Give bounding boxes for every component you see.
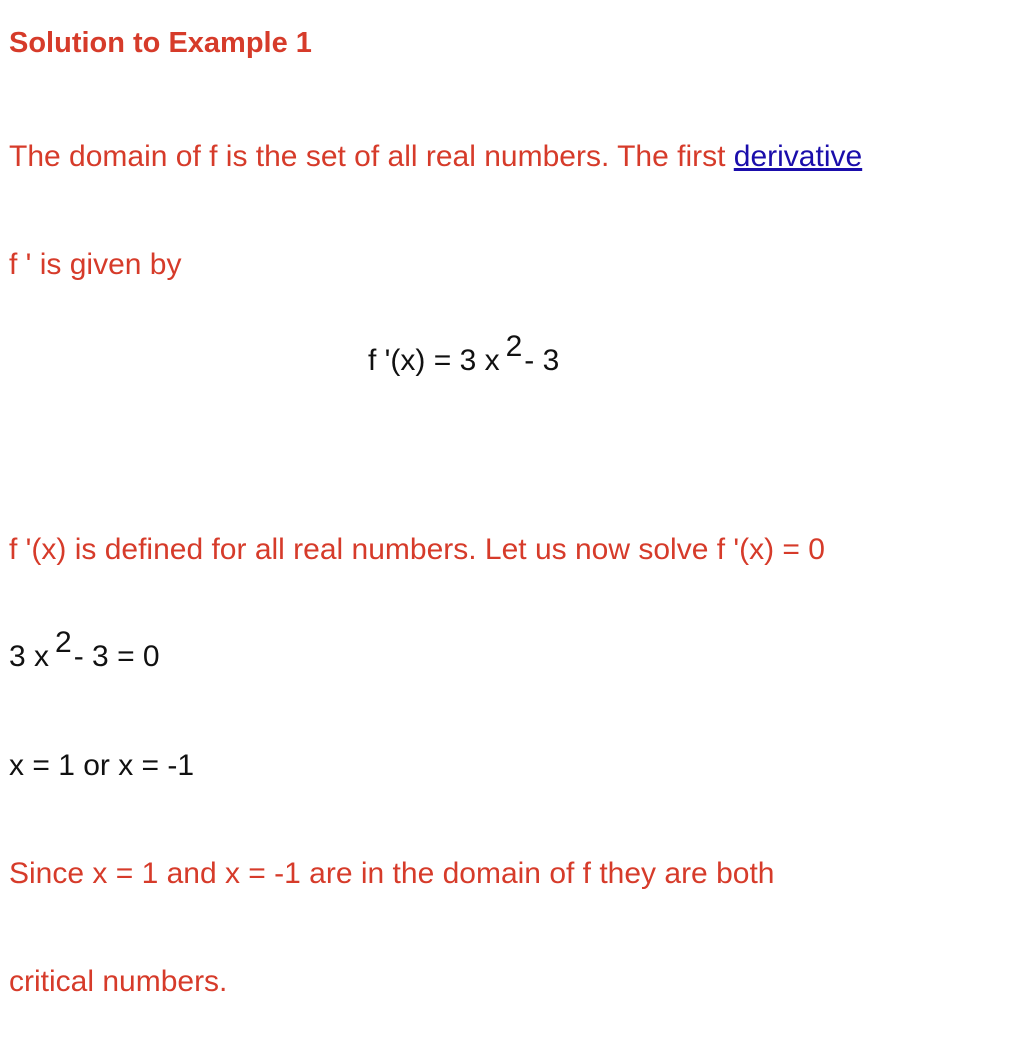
- derivative-equation-lhs: f '(x) = 3 x: [368, 344, 500, 377]
- solutions-line: x = 1 or x = -1: [9, 749, 195, 782]
- derivative-intro: f ' is given by: [9, 248, 182, 281]
- conclusion-line-2: critical numbers.: [9, 965, 228, 998]
- derivative-equation-tail: - 3: [524, 344, 560, 377]
- domain-statement: [9, 140, 862, 174]
- solve-equation-tail: - 3 = 0: [73, 640, 160, 673]
- domain-statement-text: The domain of f is the set of all real numbers. The first: [9, 140, 734, 173]
- page-title: Solution to Example 1: [9, 27, 312, 59]
- solve-equation-exponent: 2: [55, 626, 72, 659]
- derivative-link[interactable]: derivative: [733, 140, 863, 173]
- derivative-equation: [368, 330, 560, 378]
- conclusion-line-1: Since x = 1 and x = -1 are in the domain of f they are both: [9, 857, 775, 890]
- solve-equation: [9, 626, 160, 674]
- derivative-exponent: 2: [505, 330, 523, 363]
- solve-equation-base: 3 x: [9, 640, 50, 673]
- defined-statement: f '(x) is defined for all real numbers. Let us now solve f '(x) = 0: [9, 533, 825, 566]
